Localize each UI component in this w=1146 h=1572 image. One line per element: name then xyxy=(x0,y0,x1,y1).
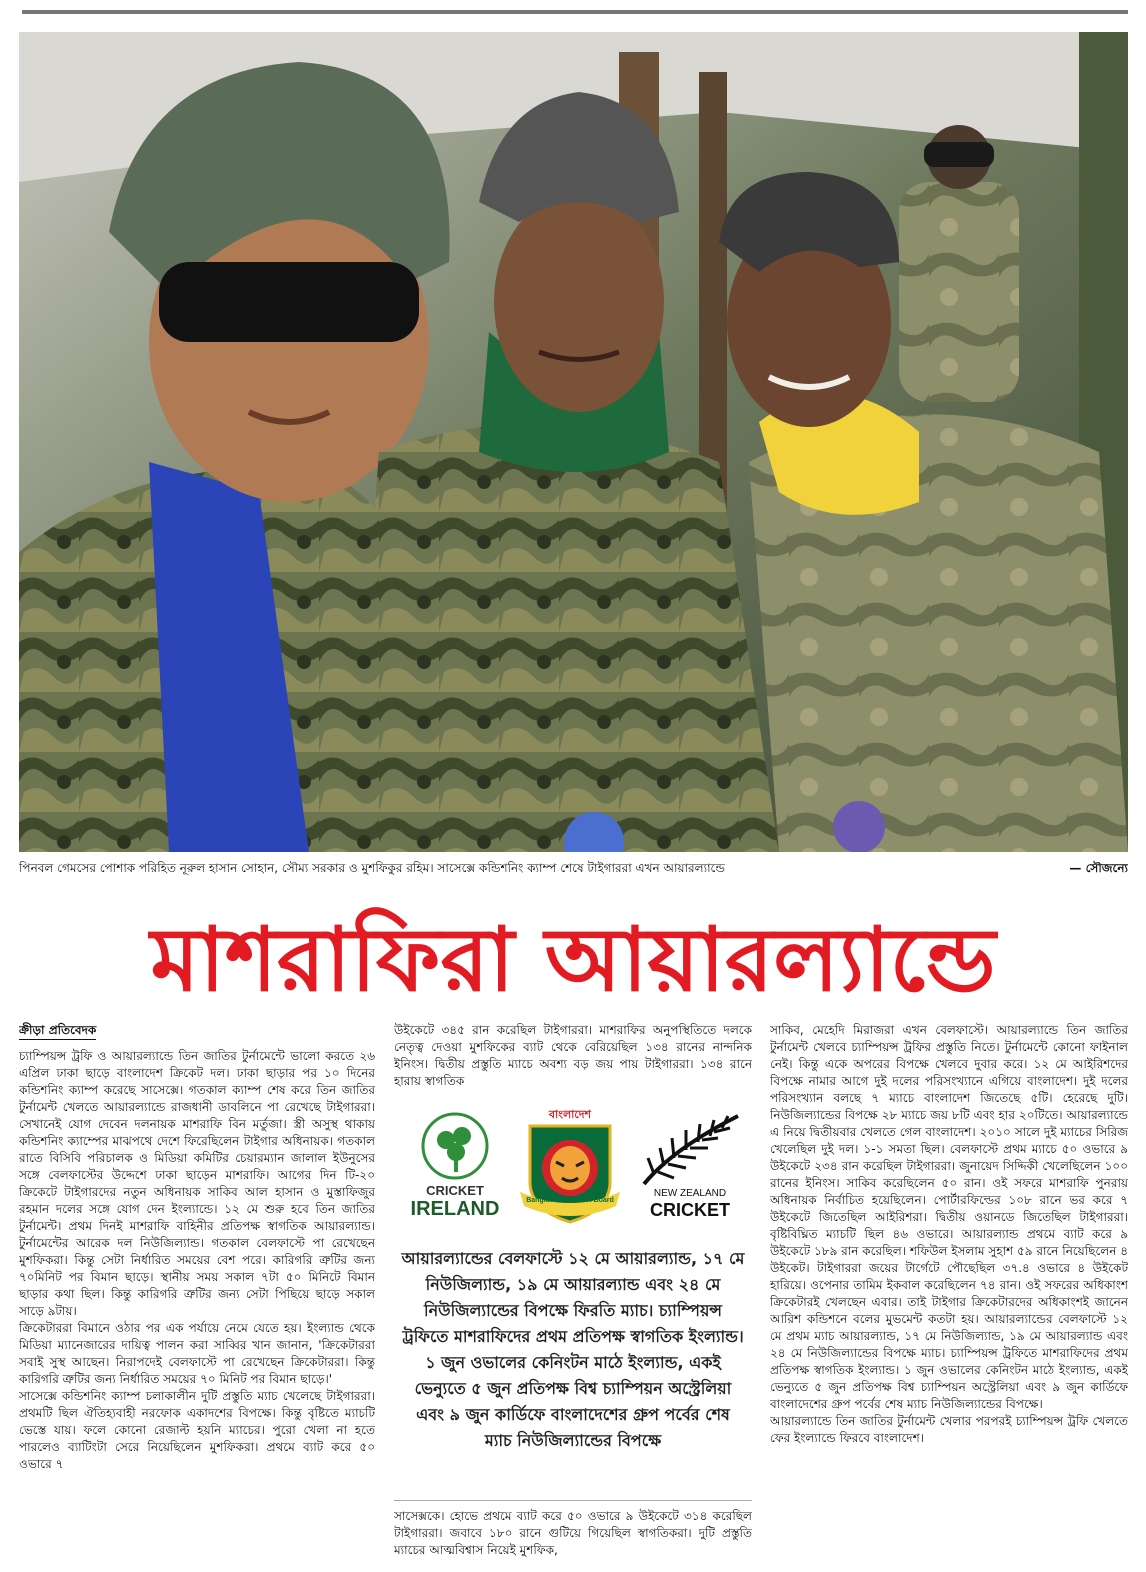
main-photo xyxy=(19,32,1128,852)
headline: মাশরাফিরা আয়ারল্যান্ডে xyxy=(150,908,996,1011)
pull-quote-rule xyxy=(394,1500,752,1501)
ireland-line1: CRICKET xyxy=(426,1183,484,1198)
nz-line2: CRICKET xyxy=(650,1200,730,1220)
bcb-logo xyxy=(514,1108,626,1228)
nz-line1: NEW ZEALAND xyxy=(653,1188,727,1199)
article-paragraph: ক্রিকেটাররা বিমানে ওঠার পর এক পর্যায়ে নেমে যেতে হয়। ইংল্যান্ড থেকে মিডিয়া ম্যানেজারের দায়িত্ব পালন করা সাব্বির খান জানান, 'ক্রিকেটাররা সবাই সুস্থ আছেন। নিরাপদেই বেলফাস্টে পা রেখেছেন ক্রিকেটাররা। কিন্তু কারিগরি ত্রুটির জন্য নির্ধারিত সময়ের ৭০ মিনিট পর বিমান ছাড়ে।' xyxy=(19,1321,375,1386)
pull-quote: আয়ারল্যান্ডের বেলফাস্টে ১২ মে আয়ারল্যান্ড, ১৭ মে নিউজিল্যান্ড, ১৯ মে আয়ারল্যান্ড এবং ২৪ মে নিউজিল্যান্ডের বিপক্ষে ফিরতি ম্যাচ। চ্যাম্পিয়ন্স ট্রফিতে মাশরাফিদের প্রথম প্রতিপক্ষ স্বাগতিক ইংল্যান্ড। ১ জুন ওভালের কেনিংটন মাঠে ইংল্যান্ড, একই ভেন্যুতে ৫ জুন প্রতিপক্ষ বিশ্ব চ্যাম্পিয়ন অস্ট্রেলিয়া এবং ৯ জুন কার্ডিফে বাংলাদেশের গ্রুপ পর্বের শেষ ম্যাচ নিউজিল্যান্ডের বিপক্ষে xyxy=(401,1249,745,1450)
byline: ক্রীড়া প্রতিবেদক xyxy=(19,1022,96,1040)
article-column-2 xyxy=(394,1022,752,1102)
article-column-1 xyxy=(19,1022,375,1567)
photo-caption xyxy=(19,858,1128,878)
article-paragraph: সাকিব, মেহেদি মিরাজরা এখন বেলফাস্টে। আয়ারল্যান্ডে তিন জাতির টুর্নামেন্ট খেলবে চ্যাম্পিয়ন্স ট্রফির প্রস্তুতি নিতে। টুর্নামেন্টে কোনো ফাইনাল নেই। কিন্তু একে অপরের বিপক্ষে খেলবে দুবার করে। ১২ মে আইরিশদের বিপক্ষে নামার আগে দুই দলের পরিসংখ্যানে এগিয়ে বাংলাদেশ। দুই দলের পরিসংখ্যান বলছে ৭ ম্যাচে বাংলাদেশ জিতেছে ৫টি। হেরেছে দুটি। নিউজিল্যান্ডের বিপক্ষে ২৮ ম্যাচে জয় ৮টি এবং হার ২০টিতে। আয়ারল্যান্ডে এ নিয়ে দ্বিতীয়বার খেলতে গেল বাংলাদেশ। ২০১০ সালে দুই ম্যাচের সিরিজ খেলেছিল দুই দল। ১-১ সমতা ছিল। বেলফাস্টে প্রথম ম্যাচে ৫০ ওভারে ৯ উইকেটে ২৩৪ রান করেছিল টাইগাররা। জুনায়েদ সিদ্দিকী খেলেছিলেন ১০০ রানের ইনিংস। সাকিব করেছিলেন ৫০ রান। ওই সফরে মাশরাফি পুনরায় অধিনায়ক নির্বাচিত হয়েছিলেন। পোর্টারফিল্ডের ১০৮ রানে ভর করে ৭ উইকেটে জিতেছিল আইরিশরা। দ্বিতীয় ওয়ানডে জিতেছিল টাইগাররা। বৃষ্টিবিঘ্নিত ম্যাচটি ছিল ৪৬ ওভারে। আয়ারল্যান্ড প্রথমে ব্যাট করে ৯ উইকেটে ১৮৯ রান করেছিল। শফিউল ইসলাম সুহাশ ৫৯ রানে নিয়েছিলেন ৪ উইকেট। টাইগাররা জয়ের টার্গেটে পৌছেছিল ৩৭.৪ ওভারে ৪ উইকেট হারিয়ে। ওপেনার তামিম ইকবাল করেছিলেন ৭৪ রান। ওই সফরের অধিকাংশ ক্রিকেটারই খেলছেন এবার। তাই টাইগার ক্রিকেটারদের অধিকাংশই জানেন আরিশ কন্ডিশনে বলের মুভমেন্ট কতটা হয়। আয়ারল্যান্ডের বেলফাস্টে ১২ মে প্রথম ম্যাচ আয়ারল্যান্ড, ১৭ মে নিউজিল্যান্ড, ১৯ মে আয়ারল্যান্ড এবং ২৪ মে নিউজিল্যান্ডের বিপক্ষে ম্যাচ। চ্যাম্পিয়ন্স ট্রফিতে মাশরাফিদের প্রথম প্রতিপক্ষ স্বাগতিক ইংল্যান্ড। ১ জুন ওভালের কেনিংটন মাঠে ইংল্যান্ড, একই ভেন্যুতে ৫ জুন প্রতিপক্ষ বিশ্ব চ্যাম্পিয়ন অস্ট্রেলিয়া এবং ৯ জুন কার্ডিফে বাংলাদেশের গ্রুপ পর্বের শেষ ম্যাচ নিউজিল্যান্ডের বিপক্ষে। xyxy=(770,1023,1128,1411)
photo-illustration xyxy=(19,32,1128,852)
ireland-line2: IRELAND xyxy=(410,1198,500,1220)
bcb-top-text: বাংলাদেশ xyxy=(548,1108,592,1121)
article-column-3 xyxy=(770,1022,1128,1567)
article-paragraph: সাসেক্সে কন্ডিশনিং ক্যাম্প চলাকালীন দুটি প্রস্তুতি ম্যাচ খেলেছে টাইগাররা। প্রথমটি ছিল ঐতিহ্যবাহী নরফোক একাদশের বিপক্ষে। কিন্তু বৃষ্টিতে ম্যাচটি ভেস্তে যায়। ফলে কোনো রেজাল্ট হয়নি ম্যাচের। পুরো খেলা না হতে পারলেও ব্যাটিংটা সেরে নিয়েছিলেন মুশফিকরা। প্রথমে ব্যাট করে ৫০ ওভারে ৭ xyxy=(19,1389,375,1471)
top-rule xyxy=(22,10,1128,14)
photo-credit: — সৌজন্যে xyxy=(1069,861,1128,875)
bcb-ribbon-text: Bangladesh Cricket Board xyxy=(526,1197,614,1204)
nz-cricket-logo xyxy=(634,1108,746,1228)
article-paragraph: সাসেক্সকে। হোভে প্রথমে ব্যাট করে ৫০ ওভারে ৯ উইকেটে ৩১৪ করেছিল টাইগাররা। জবাবে ১৮০ রানে গুটিয়ে গিয়েছিল স্বাগতিকরা। দুটি প্রস্তুতি ম্যাচের আত্মবিশ্বাস নিয়েই মুশফিক, xyxy=(394,1509,752,1557)
photo-caption-text: পিনবল গেমসের পোশাক পরিহিত নূরুল হাসান সোহান, সৌম্য সরকার ও মুশফিকুর রহিম। সাসেক্সে কন্ডিশনিং ক্যাম্প শেষে টাইগাররা এখন আয়ারল্যান্ডে xyxy=(19,861,725,875)
team-logos xyxy=(394,1108,752,1228)
article-paragraph: চ্যাম্পিয়ন্স ট্রফি ও আয়ারল্যান্ডে তিন জাতির টুর্নামেন্টে ভালো করতে ২৬ এপ্রিল ঢাকা ছাড়ে বাংলাদেশ ক্রিকেট দল। ঢাকা ছাড়ার পর ১০ দিনের কন্ডিশনিং ক্যাম্প করেছে সাসেক্সে। গতকাল ক্যাম্প শেষ করে তিন জাতির টুর্নামেন্ট খেলতে আয়ারল্যান্ডে রাজধানী ডাবলিনে পা রেখেছে টাইগাররা। সেখানেই যোগ দেবেন দলনায়ক মাশরাফি বিন মর্তুজা। স্ত্রী অসুস্থ থাকায় কন্ডিশনিং ক্যাম্পের মাঝপথে দেশে ফিরেছিলেন টাইগার অধিনায়ক। গতকাল রাতে বিসিবি পরিচালক ও মিডিয়া কমিটির চেয়ারম্যান জালাল ইউনুসের সঙ্গে বেলফাস্টের উদ্দেশে ঢাকা ছাড়েন মাশরাফি। আগের দিন টি-২০ ক্রিকেটে টাইগারদের নতুন অধিনায়ক সাকিব আল হাসান ও মুস্তাফিজুর রহমান দলের সঙ্গে যোগ দেন ইংল্যান্ডে। ১২ মে শুরু হবে তিন জাতির টুর্নামেন্ট। প্রথম দিনই মাশরাফি বাহিনীর প্রতিপক্ষ স্বাগতিক আয়ারল্যান্ড। টুর্নামেন্টের আরেক দল নিউজিল্যান্ড। গতকাল বেলফাস্টে পা রেখেছেন মুশফিকরা। কিন্তু সেটা নির্ধারিত সময়ের বেশ পরে। কারিগরি ত্রুটির জন্য ৭০মিনিট পর বিমান ছাড়ে। স্থানীয় সময় সকাল ৭টা ৫০ মিনিটে বিমান ছাড়ার কথা ছিল। কিন্তু কারিগরি ত্রুটির জন্য সেটা পিছিয়ে ছাড়ে সকাল সাড়ে ৯টায়। xyxy=(19,1049,375,1318)
article-paragraph: উইকেটে ৩৪৫ রান করেছিল টাইগাররা। মাশরাফির অনুপস্থিতিতে দলকে নেতৃত্ব দেওয়া মুশফিকের ব্যাট থেকে বেরিয়েছিল ১৩৪ রানের নান্দনিক ইনিংস। দ্বিতীয় প্রস্তুতি ম্যাচে অবশ্য বড় জয় পায় টাইগাররা। ১৩৪ রানে হারায় স্বাগতিক xyxy=(394,1023,752,1088)
cricket-ireland-logo xyxy=(400,1108,510,1228)
article-paragraph: আয়ারল্যান্ডে তিন জাতির টুর্নামেন্ট খেলার পরপরই চ্যাম্পিয়ন্স ট্রফি খেলতে ফের ইংল্যান্ডে ফিরবে বাংলাদেশ। xyxy=(770,1414,1128,1445)
article-column-2-bottom xyxy=(394,1508,752,1568)
